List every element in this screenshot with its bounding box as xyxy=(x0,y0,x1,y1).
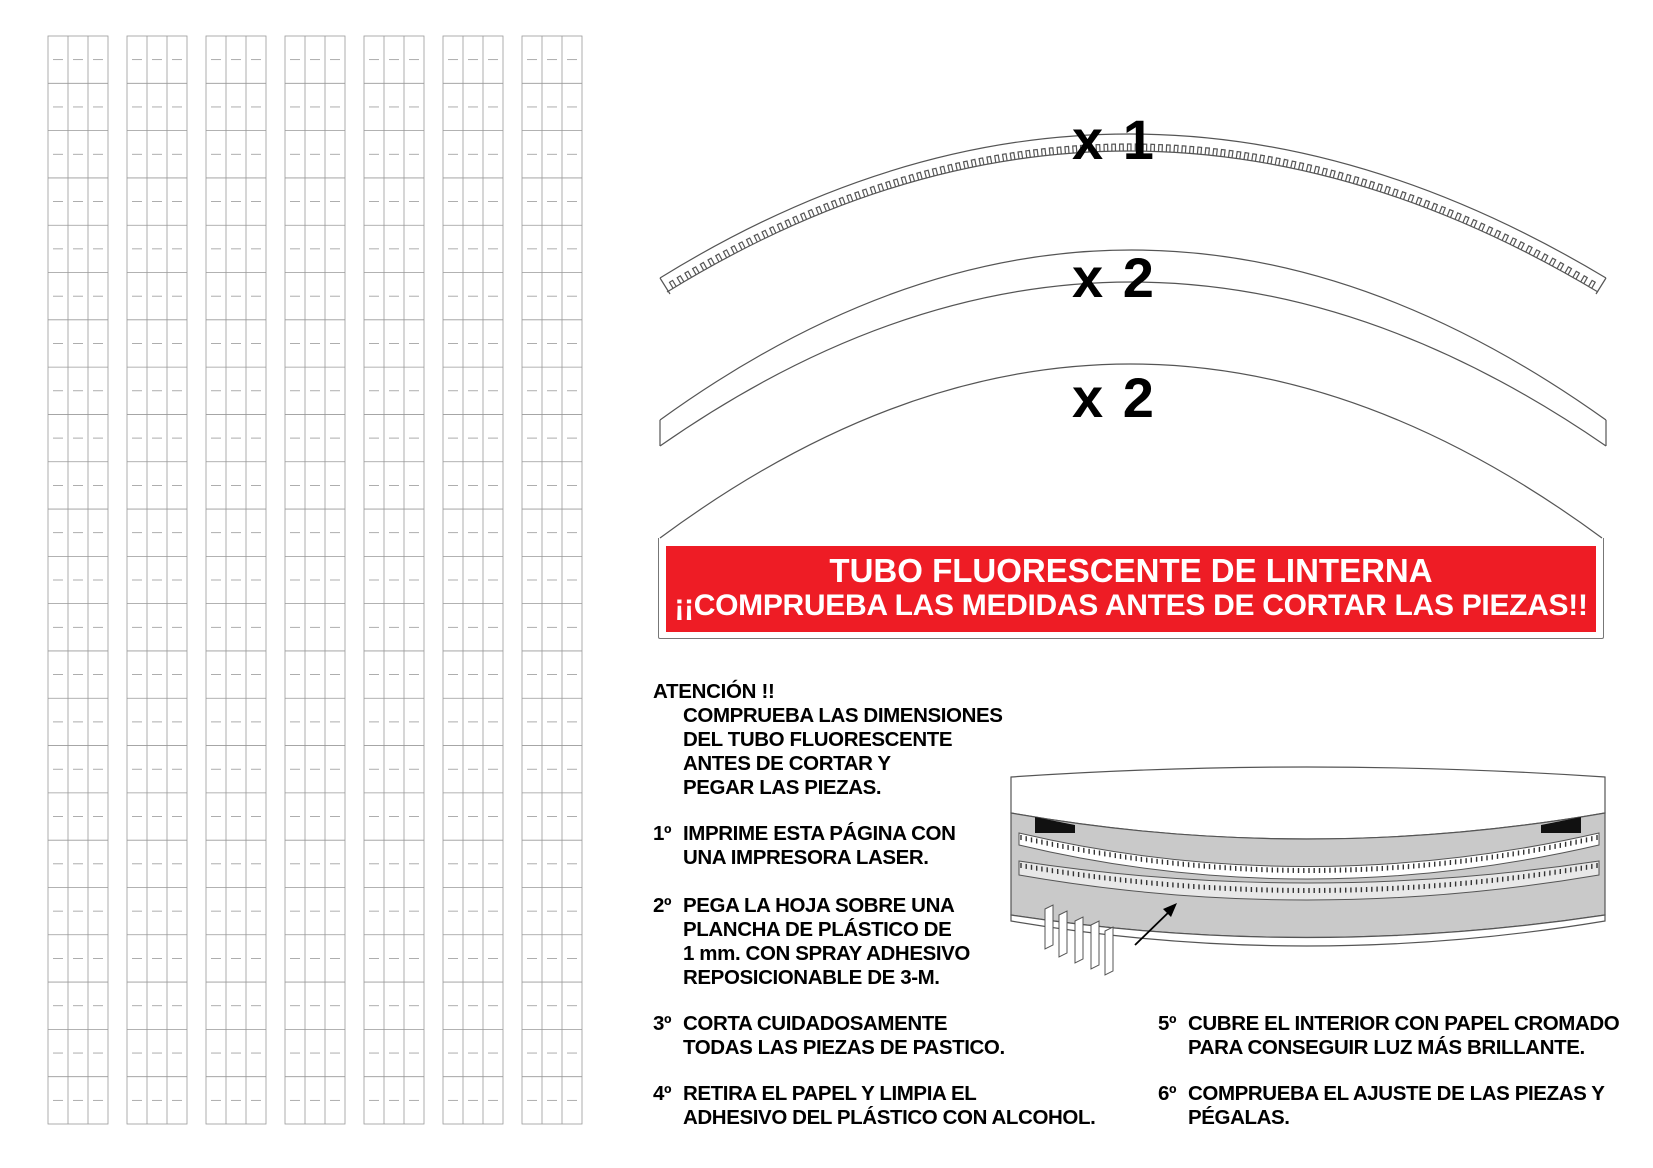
step-number: 5º xyxy=(1158,1012,1177,1035)
attention-line: PEGAR LAS PIEZAS. xyxy=(683,776,882,799)
arc-tooth xyxy=(1229,150,1234,158)
arc-tooth xyxy=(1213,149,1217,156)
arc-tooth xyxy=(1197,147,1201,154)
arc-tooth xyxy=(1042,149,1046,156)
arc-tooth xyxy=(1003,154,1008,162)
step-line: REPOSICIONABLE DE 3-M. xyxy=(683,966,940,989)
step-line: 1 mm. CON SPRAY ADHESIVO xyxy=(683,942,970,965)
attention-line: ANTES DE CORTAR Y xyxy=(683,752,891,775)
step-number: 6º xyxy=(1158,1082,1177,1105)
warning-banner xyxy=(666,546,1596,632)
arc-tooth xyxy=(1057,147,1061,154)
arc-tooth xyxy=(1244,153,1249,161)
arc2-quantity: x 2 xyxy=(1072,246,1156,309)
arc-tooth xyxy=(987,157,992,165)
step-line: CORTA CUIDADOSAMENTE xyxy=(683,1012,948,1035)
step-line: IMPRIME ESTA PÁGINA CON xyxy=(683,822,956,845)
step-line: CUBRE EL INTERIOR CON PAPEL CROMADO xyxy=(1188,1012,1620,1035)
arc-tooth xyxy=(1236,152,1241,159)
arc-tooth xyxy=(1182,146,1186,153)
step-number: 3º xyxy=(653,1012,672,1035)
step-line: COMPRUEBA EL AJUSTE DE LAS PIEZAS Y xyxy=(1188,1082,1605,1105)
arc-tooth xyxy=(1260,155,1265,163)
step-line: PLANCHA DE PLÁSTICO DE xyxy=(683,918,952,941)
assembly-illustration xyxy=(1005,765,1620,985)
arc-tooth xyxy=(1034,150,1039,157)
arc-tooth xyxy=(1205,148,1209,155)
step-number: 2º xyxy=(653,894,672,917)
arc-tooth xyxy=(1159,145,1163,152)
arc-tooth xyxy=(1174,145,1178,152)
step-number: 1º xyxy=(653,822,672,845)
arc-tooth xyxy=(1049,148,1053,155)
arc3-quantity: x 2 xyxy=(1072,366,1156,429)
step-number: 4º xyxy=(653,1082,672,1105)
step-line: PARA CONSEGUIR LUZ MÁS BRILLANTE. xyxy=(1188,1036,1585,1059)
step-line: PÉGALAS. xyxy=(1188,1106,1290,1129)
arc1-quantity: x 1 xyxy=(1072,108,1156,171)
banner-title: TUBO FLUORESCENTE DE LINTERNA xyxy=(829,552,1433,589)
step-line: UNA IMPRESORA LASER. xyxy=(683,846,929,869)
attention-line: DEL TUBO FLUORESCENTE xyxy=(683,728,953,751)
arc-tooth xyxy=(1010,153,1015,161)
arc-tooth xyxy=(1065,146,1069,153)
arc-tooth xyxy=(1026,150,1031,158)
arc-tooth xyxy=(995,155,1000,163)
banner-subtitle: ¡¡COMPRUEBA LAS MEDIDAS ANTES DE CORTAR LAS PIEZAS!! xyxy=(674,589,1588,622)
step-line: PEGA LA HOJA SOBRE UNA xyxy=(683,894,955,917)
step-line: TODAS LAS PIEZAS DE PASTICO. xyxy=(683,1036,1005,1059)
arc-tooth xyxy=(1166,145,1170,152)
arc-tooth xyxy=(1267,157,1272,165)
step-line: ADHESIVO DEL PLÁSTICO CON ALCOHOL. xyxy=(683,1106,1096,1129)
arc-tooth xyxy=(1221,150,1225,157)
arc-tooth xyxy=(1018,152,1023,159)
arc-tooth xyxy=(1190,146,1194,153)
attention-title: ATENCIÓN !! xyxy=(653,680,775,703)
step-line: RETIRA EL PAPEL Y LIMPIA EL xyxy=(683,1082,977,1105)
arc-tooth xyxy=(1252,154,1257,162)
attention-line: COMPRUEBA LAS DIMENSIONES xyxy=(683,704,1003,727)
